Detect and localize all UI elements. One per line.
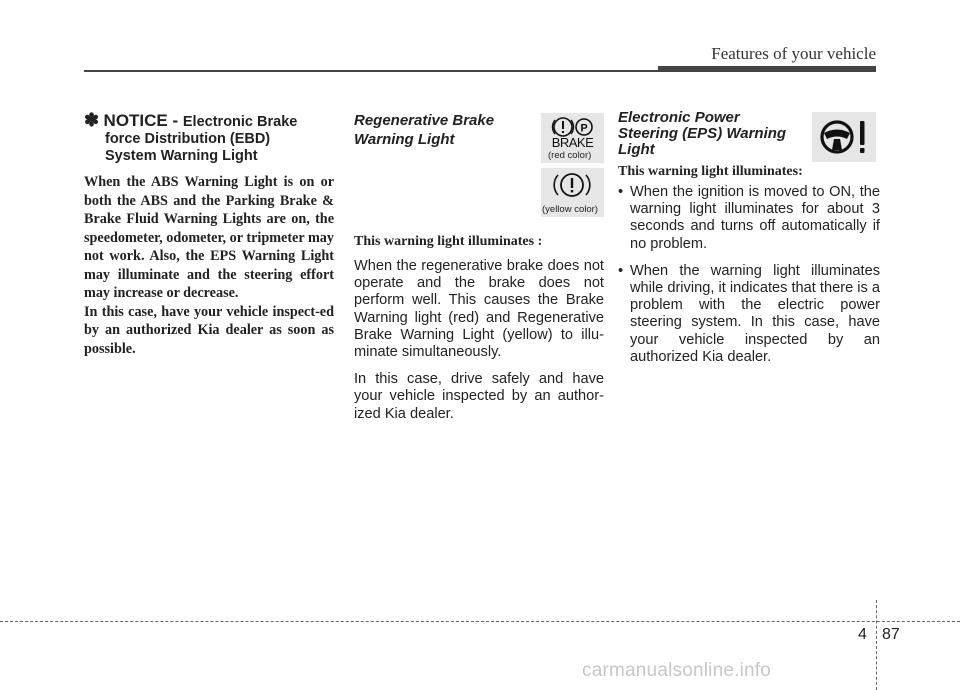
bullet-dot: •	[618, 184, 624, 200]
page-number: 87	[882, 626, 900, 643]
chapter-number: 4	[858, 626, 867, 643]
header-rule-accent	[658, 66, 876, 72]
eps-lead: This warning light illuminates:	[618, 164, 803, 179]
brake-warning-icon-red	[541, 113, 604, 163]
footer-rule	[0, 621, 960, 622]
exclaim-circle-icon	[541, 168, 604, 204]
notice-title-line2: force Distribution (EBD)	[105, 131, 271, 147]
regen-paragraph-2: In this case, drive safely and have your vehicle inspected by an author-ized Kia dealer.	[354, 371, 604, 422]
yellow-color-caption: (yellow color)	[542, 204, 598, 215]
notice-dash: -	[167, 111, 183, 130]
eps-bullet-1: When the ignition is moved to ON, the warning light illuminates for about 3 seconds and turns off automatically if no problem.	[630, 184, 880, 252]
svg-text:P: P	[580, 122, 588, 135]
regen-title-line2: Warning Light	[354, 131, 455, 148]
notice-column	[84, 110, 334, 358]
regen-lead: This warning light illuminates :	[354, 234, 543, 249]
notice-paragraph: When the ABS Warning Light is on or both the ABS and the Parking Brake & Brake Fluid Warning Lights are on, the speedometer, odometer, or tripmeter may not work. Also, the EPS Warning Light may illuminate and the steering effort may increase or decrease.	[84, 174, 334, 301]
notice-paragraph-2: In this case, have your vehicle inspect-ed by an authorized Kia dealer as soon as possible.	[84, 303, 334, 357]
list-item	[618, 184, 880, 253]
eps-bullet-list	[618, 184, 880, 366]
eps-title-line1: Electronic Power	[618, 109, 740, 126]
eps-title-line3: Light	[618, 141, 655, 158]
notice-title-line1: Electronic Brake	[182, 114, 298, 130]
footer-divider	[876, 600, 877, 690]
notice-title-line3: System Warning Light	[105, 148, 258, 164]
regen-paragraph: When the regenerative brake does not operate and the brake does not perform well. This causes the Brake Warning light (red) and Regenerative Brake Warning Light (yellow) to illu-minate simultaneously.	[354, 258, 604, 361]
bullet-dot: •	[618, 262, 624, 279]
brake-icon-text: BRAKE	[551, 135, 594, 150]
notice-word: NOTICE	[103, 111, 168, 130]
watermark: carmanualsonline.info	[582, 660, 772, 681]
steering-wheel-exclaim-icon	[812, 112, 876, 162]
regen-title-line1: Regenerative Brake	[354, 112, 495, 129]
regen-warning-icon-yellow	[541, 168, 604, 217]
red-color-caption: (red color)	[548, 150, 592, 161]
eps-bullet-2: When the warning light illuminates while driving, it indicates that there is a problem with the electric power steering system. In this case, have your vehicle inspected by an authorized Kia dealer.	[630, 262, 880, 365]
eps-title-line2: Steering (EPS) Warning	[618, 125, 787, 142]
list-item	[618, 263, 880, 366]
header-rule	[84, 70, 658, 72]
header-title: Features of your vehicle	[711, 44, 876, 63]
notice-star-icon: ✽	[84, 110, 100, 130]
eps-warning-icon	[812, 112, 876, 162]
notice-heading	[84, 110, 334, 131]
